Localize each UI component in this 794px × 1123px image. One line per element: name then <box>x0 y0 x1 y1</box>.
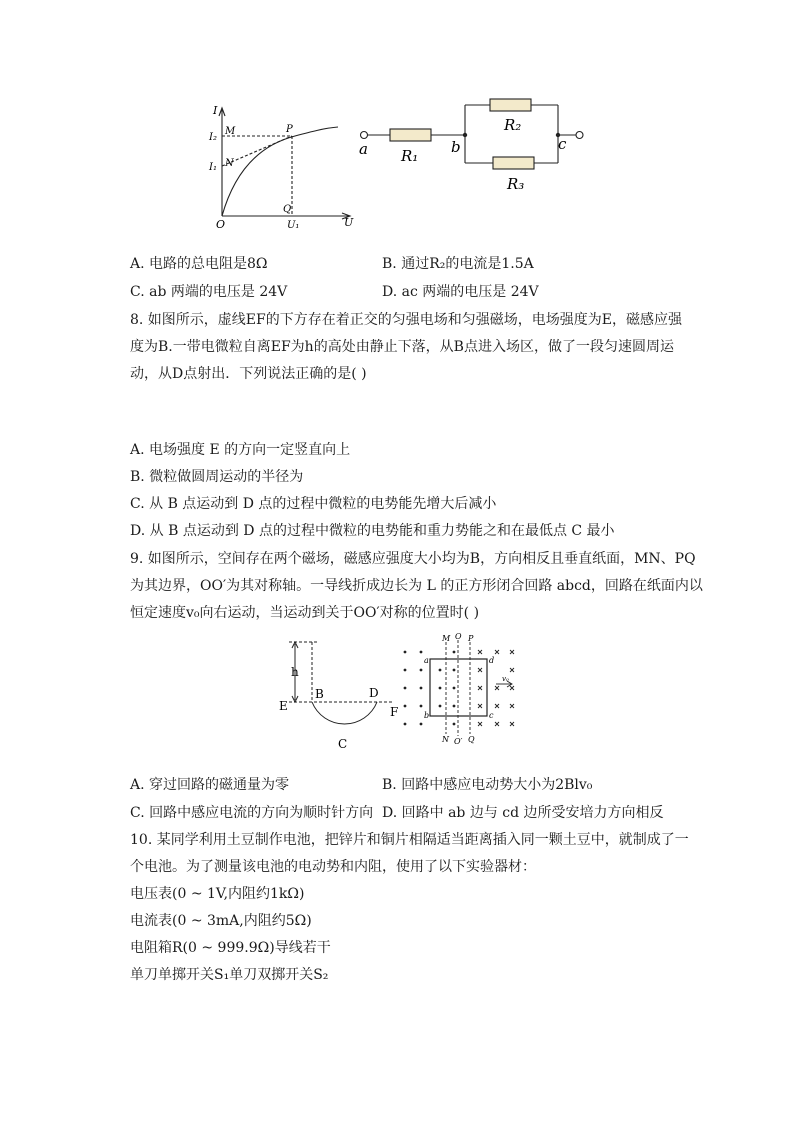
q10-item-switches: 单刀单掷开关S₁单刀双掷开关S₂ <box>130 967 329 983</box>
label-c: c <box>558 135 567 153</box>
h-label: h <box>291 665 299 679</box>
circular-path <box>312 702 377 724</box>
q9-option-d: D. 回路中 ab 边与 cd 边所受安培力方向相反 <box>382 805 664 821</box>
q10-stem-line2: 个电池。为了测量该电池的电动势和内阻，使用了以下实验器材： <box>130 859 536 875</box>
label-r1: R₁ <box>401 147 419 165</box>
circuit-figure <box>355 95 590 200</box>
e-label: E <box>279 699 288 713</box>
q7-option-c: C. ab 两端的电压是 24V <box>130 284 288 300</box>
v0-label: v₀ <box>502 675 509 683</box>
q10-stem-line1: 10. 某同学利用土豆制作电池，把锌片和铜片相隔适当距离插入同一颗土豆中，就制成了一 <box>130 832 689 848</box>
u1-label: U₁ <box>287 220 300 230</box>
q9-stem-line1: 9. 如图所示，空间存在两个磁场，磁感应强度大小均为B，方向相反且垂直纸面，MN、PQ <box>130 551 696 567</box>
q10-item-voltmeter: 电压表(0 ~ 1V,内阻约1kΩ) <box>130 886 305 902</box>
i2-label: I₂ <box>209 132 217 143</box>
b-label: B <box>315 687 324 701</box>
m-label: M <box>442 634 451 643</box>
n-label: N <box>225 158 234 169</box>
d-label: d <box>489 656 495 665</box>
q-label: Q <box>468 735 475 744</box>
q10-item-ammeter: 电流表(0 ~ 3mA,内阻约5Ω) <box>130 913 312 929</box>
q8-stem-line1: 8. 如图所示，虚线EF的下方存在着正交的匀强电场和匀强磁场，电场强度为E，磁感应强 <box>130 312 682 328</box>
p-label: P <box>468 634 474 643</box>
q10-item-resistance-box: 电阻箱R(0 ~ 999.9Ω)导线若干 <box>130 940 331 956</box>
iu-curve <box>222 127 338 216</box>
q7-option-a: A. 电路的总电阻是8Ω <box>130 256 268 272</box>
q8-stem-line3: 动，从D点射出．下列说法正确的是( ) <box>130 366 367 382</box>
d-label: D <box>369 686 379 700</box>
crosses-field <box>478 650 514 726</box>
c-label: c <box>489 711 494 720</box>
origin-label: O <box>216 218 226 230</box>
label-a: a <box>359 140 368 158</box>
q8-option-b: B. 微粒做圆周运动的半径为 <box>130 469 304 485</box>
n-label: N <box>442 735 449 744</box>
q7-option-d: D. ac 两端的电压是 24V <box>382 284 539 300</box>
node-b <box>463 133 467 137</box>
resistor-r1 <box>390 129 431 141</box>
a-label: a <box>424 656 429 665</box>
q9-option-a: A. 穿过回路的磁通量为零 <box>130 777 290 793</box>
i1-label: I₁ <box>209 162 217 173</box>
q7-option-b: B. 通过R₂的电流是1.5A <box>382 256 534 272</box>
q8-figure <box>275 634 405 754</box>
label-b: b <box>451 138 461 156</box>
q-label: Q <box>283 204 292 215</box>
b-label: b <box>424 711 430 720</box>
p-label: P <box>286 124 293 135</box>
iu-graph-figure <box>200 100 360 230</box>
label-r3: R₃ <box>507 175 525 193</box>
o-label: O <box>455 632 462 641</box>
resistor-r3 <box>493 157 534 169</box>
u-axis-label: U <box>344 216 354 229</box>
resistor-r2 <box>490 99 531 111</box>
f-label: F <box>390 705 399 719</box>
terminal-a <box>361 132 368 139</box>
q8-stem-line2: 度为B.一带电微粒自离EF为h的高处由静止下落，从B点进入场区，做了一段匀速圆周运 <box>130 339 674 355</box>
label-r2: R₂ <box>504 116 522 134</box>
q8-option-c: C. 从 B 点运动到 D 点的过程中微粒的电势能先增大后减小 <box>130 496 497 512</box>
q9-option-c: C. 回路中感应电流的方向为顺时针方向 <box>130 805 374 821</box>
c-label: C <box>338 737 348 751</box>
q8-option-a: A. 电场强度 E 的方向一定竖直向上 <box>130 442 351 458</box>
q9-option-b: B. 回路中感应电动势大小为2Blv₀ <box>382 777 593 793</box>
q8-option-d: D. 从 B 点运动到 D 点的过程中微粒的电势能和重力势能之和在最低点 C 最小 <box>130 523 615 539</box>
terminal-c <box>576 132 583 139</box>
o-prime-label: O′ <box>454 737 463 746</box>
i-axis-label: I <box>213 104 218 117</box>
q9-stem-line2: 为其边界，OO′为其对称轴。一导线折成边长为 L 的正方形闭合回路 abcd，回路在纸面内以 <box>130 578 703 594</box>
m-label: M <box>225 126 236 137</box>
q9-stem-line3: 恒定速度v₀向右运动，当运动到关于OO′对称的位置时( ) <box>130 605 480 621</box>
q9-figure <box>398 632 528 747</box>
